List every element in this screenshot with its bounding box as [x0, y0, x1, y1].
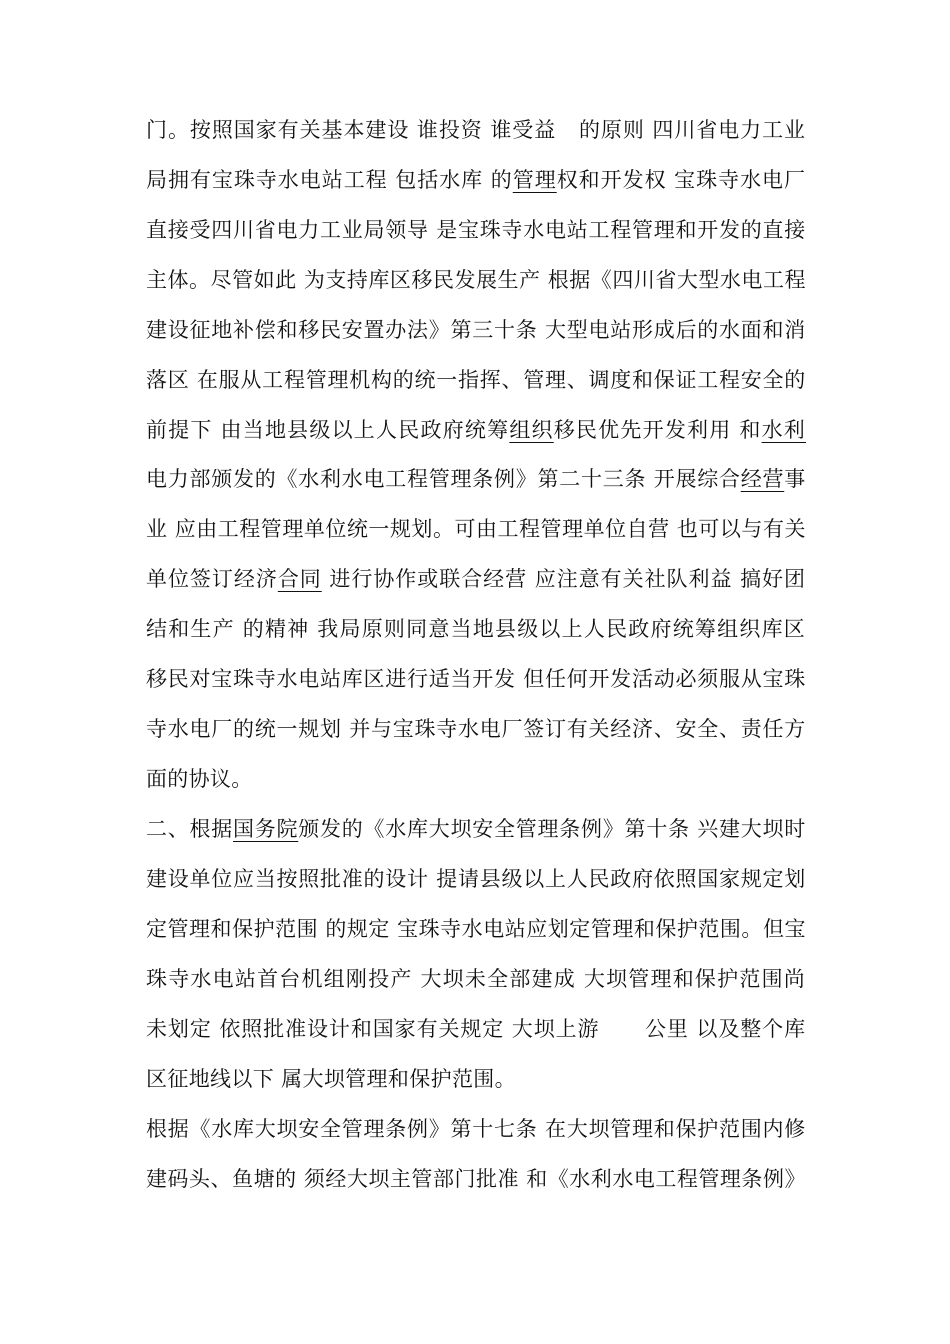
text-line — [146, 165, 806, 195]
underlined-term: 组织 — [509, 418, 554, 442]
text-line — [146, 1064, 516, 1094]
text-segment: 移民对宝珠寺水电站库区进行适当开发 但任何开发活动必须服从宝珠 — [146, 667, 806, 691]
underlined-term: 水利 — [761, 418, 806, 442]
text-line — [146, 115, 806, 145]
text-line — [146, 415, 806, 445]
text-line — [146, 514, 806, 544]
text-segment: 寺水电厂的统一规划 并与宝珠寺水电厂签订有关经济、安全、责任方 — [146, 717, 806, 741]
text-line — [146, 764, 253, 794]
text-segment: 权和开发权 宝珠寺水电厂 — [556, 168, 806, 192]
text-line — [146, 265, 806, 295]
text-line — [146, 714, 806, 744]
text-line — [146, 315, 806, 345]
text-line — [146, 964, 806, 994]
text-line — [146, 914, 806, 944]
text-segment: 事 — [784, 467, 806, 491]
text-segment: 结和生产 的精神 我局原则同意当地县级以上人民政府统筹组织库区 — [146, 617, 806, 641]
underlined-term: 经营 — [740, 467, 785, 491]
text-line — [146, 614, 806, 644]
text-line — [146, 564, 806, 594]
text-segment: 面的协议。 — [146, 767, 253, 791]
text-segment: 区征地线以下 属大坝管理和保护范围。 — [146, 1067, 516, 1091]
text-segment: 根据《水库大坝安全管理条例》第十七条 在大坝管理和保护范围内修 — [146, 1117, 806, 1141]
underlined-term: 管理 — [512, 168, 557, 192]
text-segment: 电力部颁发的《水利水电工程管理条例》第二十三条 开展综合 — [146, 467, 741, 491]
text-segment: 颁发的《水库大坝安全管理条例》第十条 兴建大坝时 — [298, 817, 807, 841]
text-line — [146, 864, 806, 894]
text-segment: 建码头、鱼塘的 须经大坝主管部门批准 和《水利水电工程管理条例》 — [146, 1167, 806, 1191]
text-segment: 业 应由工程管理单位统一规划。可由工程管理单位自营 也可以与有关 — [146, 517, 806, 541]
text-segment: 单位签订经济 — [146, 567, 278, 591]
text-segment: 局拥有宝珠寺水电站工程 包括水库 的 — [146, 168, 513, 192]
text-line — [146, 215, 806, 245]
text-line — [146, 365, 806, 395]
text-line — [146, 1164, 806, 1194]
text-segment: 进行协作或联合经营 应注意有关社队利益 搞好团 — [321, 567, 806, 591]
text-segment: 主体。尽管如此 为支持库区移民发展生产 根据《四川省大型水电工程 — [146, 268, 806, 292]
underlined-term: 国务院 — [233, 817, 299, 841]
text-segment: 落区 在服从工程管理机构的统一指挥、管理、调度和保证工程安全的 — [146, 368, 806, 392]
underlined-term: 合同 — [277, 567, 322, 591]
text-line — [146, 664, 806, 694]
text-segment: 前提下 由当地县级以上人民政府统筹 — [146, 418, 510, 442]
text-segment: 建设征地补偿和移民安置办法》第三十条 大型电站形成后的水面和消 — [146, 318, 806, 342]
text-line — [146, 464, 806, 494]
text-segment: 移民优先开发利用 和 — [553, 418, 762, 442]
text-line — [146, 1114, 806, 1144]
text-line — [146, 814, 806, 844]
text-line — [146, 1014, 806, 1044]
text-segment: 珠寺水电站首台机组刚投产 大坝未全部建成 大坝管理和保护范围尚 — [146, 967, 806, 991]
text-segment: 建设单位应当按照批准的设计 提请县级以上人民政府依照国家规定划 — [146, 867, 806, 891]
text-segment: 门。按照国家有关基本建设 谁投资 谁受益 的原则 四川省电力工业 — [146, 118, 806, 142]
text-segment: 直接受四川省电力工业局领导 是宝珠寺水电站工程管理和开发的直接 — [146, 218, 806, 242]
text-segment: 未划定 依照批准设计和国家有关规定 大坝上游 公里 以及整个库 — [146, 1017, 807, 1041]
text-segment: 二、根据 — [146, 817, 234, 841]
text-segment: 定管理和保护范围 的规定 宝珠寺水电站应划定管理和保护范围。但宝 — [146, 917, 806, 941]
